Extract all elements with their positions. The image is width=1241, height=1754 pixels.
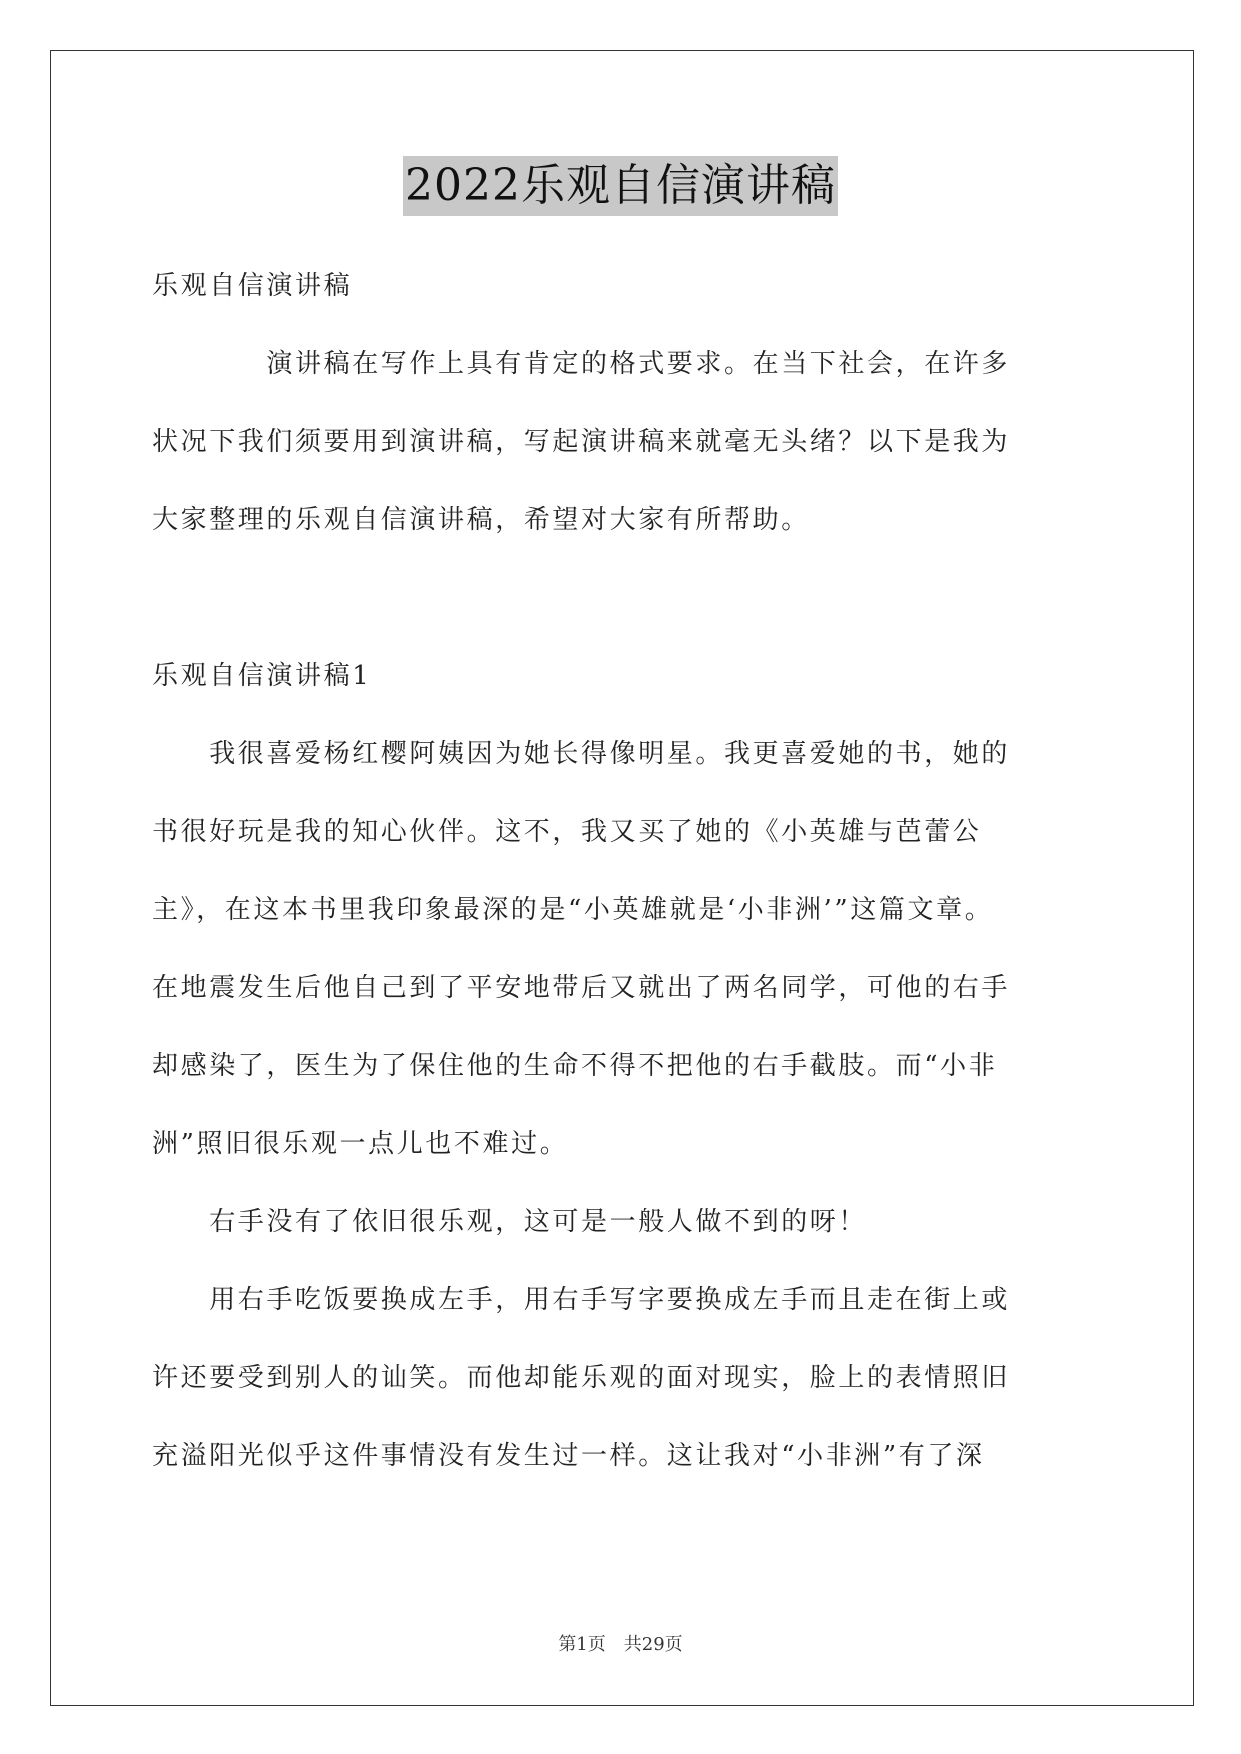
paragraph-line: 状况下我们须要用到演讲稿，写起演讲稿来就毫无头绪？以下是我为 xyxy=(152,427,1011,457)
paragraph-line: 许还要受到别人的讪笑。而他却能乐观的面对现实，脸上的表情照旧 xyxy=(152,1363,1011,1393)
paragraph-line: 我很喜爱杨红樱阿姨因为她长得像明星。我更喜爱她的书，她的 xyxy=(152,739,1011,769)
paragraph-line: 在地震发生后他自己到了平安地带后又就出了两名同学，可他的右手 xyxy=(152,973,1011,1003)
paragraph-line: 右手没有了依旧很乐观，这可是一般人做不到的呀！ xyxy=(152,1207,868,1237)
paragraph-line: 却感染了，医生为了保住他的生命不得不把他的右手截肢。而“小非 xyxy=(152,1051,998,1081)
document-body xyxy=(152,256,1092,1504)
title-container xyxy=(0,156,1241,216)
paragraph-line: 洲”照旧很乐观一点儿也不难过。 xyxy=(152,1129,569,1159)
paragraph-line: 用右手吃饭要换成左手，用右手写字要换成左手而且走在街上或 xyxy=(152,1285,1011,1315)
blank-line xyxy=(152,568,1092,646)
page-footer: 第1页 共29页 xyxy=(558,1634,683,1655)
paragraph-line: 书很好玩是我的知心伙伴。这不，我又买了她的《小英雄与芭蕾公 xyxy=(152,817,982,847)
section-heading: 乐观自信演讲稿1 xyxy=(152,661,372,691)
document-title: 2022乐观自信演讲稿 xyxy=(403,156,838,216)
section-heading: 乐观自信演讲稿 xyxy=(152,271,353,301)
paragraph-line: 主》，在这本书里我印象最深的是“小英雄就是‘小非洲’”这篇文章。 xyxy=(152,895,994,925)
paragraph-line: 充溢阳光似乎这件事情没有发生过一样。这让我对“小非洲”有了深 xyxy=(152,1441,985,1471)
paragraph-line: 演讲稿在写作上具有肯定的格式要求。在当下社会，在许多 xyxy=(152,349,1011,379)
paragraph-line: 大家整理的乐观自信演讲稿，希望对大家有所帮助。 xyxy=(152,505,810,535)
